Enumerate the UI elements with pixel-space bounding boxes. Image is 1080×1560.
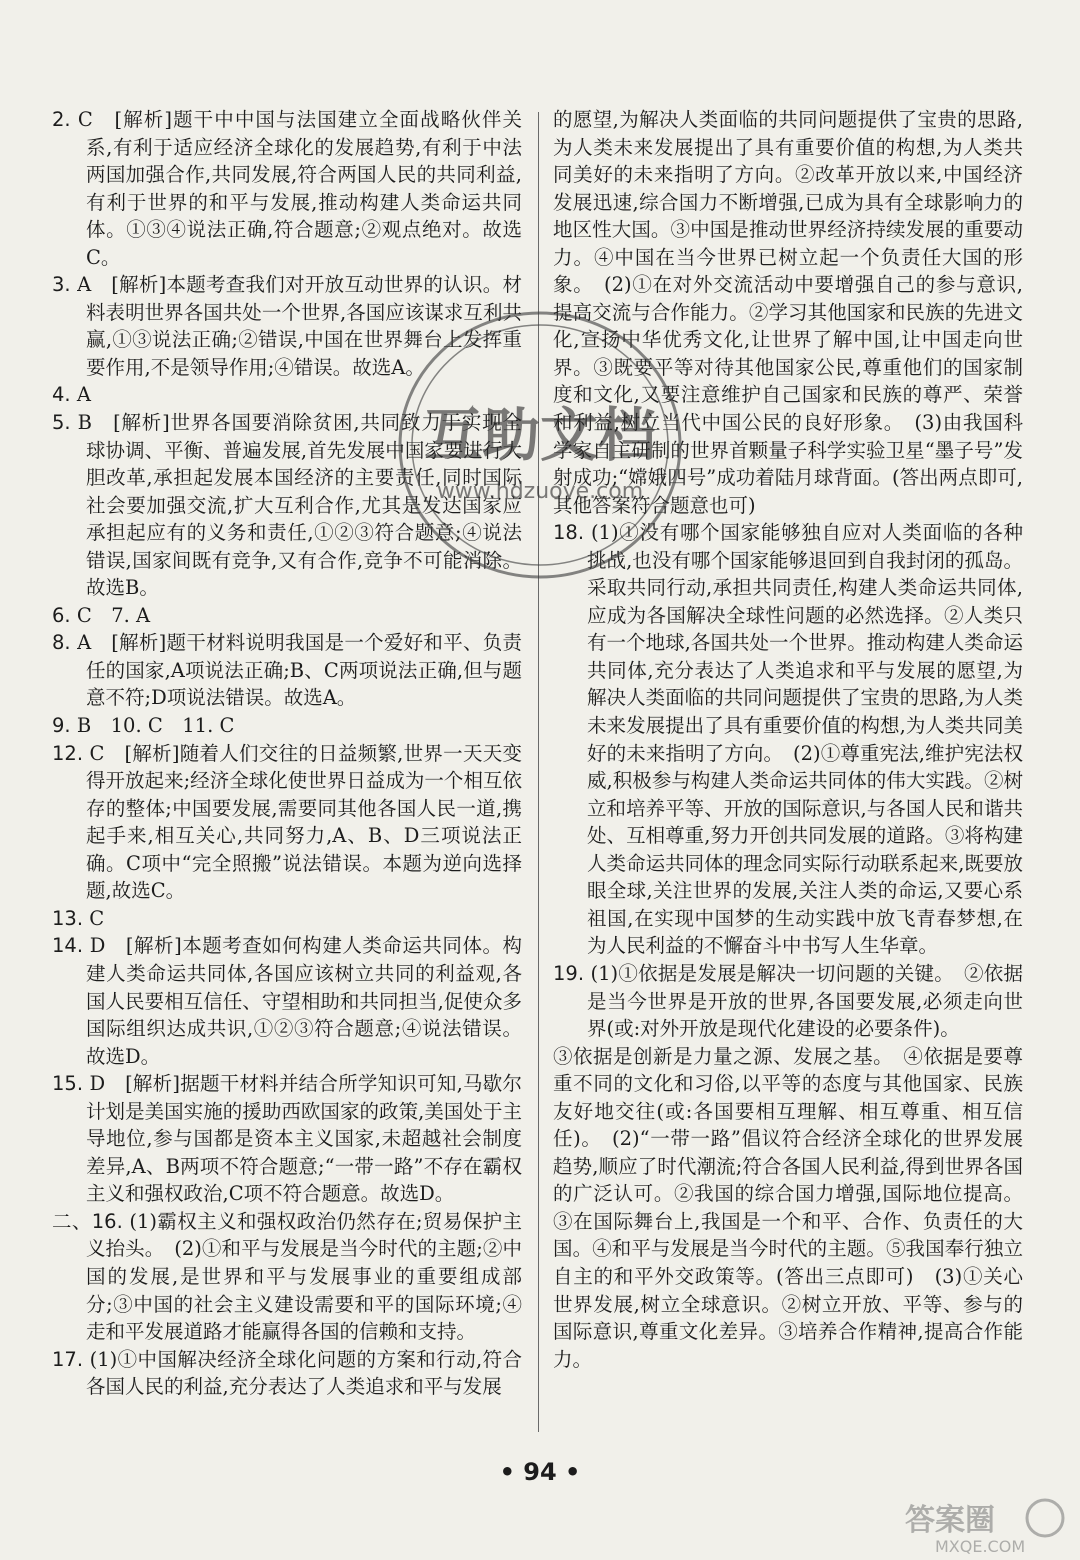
item-text: C 7. A — [76, 603, 151, 627]
item-number: 12. — [52, 741, 84, 765]
item-text: C [解析]随着人们交往的日益频繁,世界一天天变得开放起来;经济全球化使世界日益成为一个相互依存的整体;中国要发展,需要同其他各国人民一道,携起手来,相互关心,共同努力,A、B、D三项说法正确。C项中“完全照搬”说法错误。本题为逆向选择题,故选C。 — [86, 741, 522, 903]
right-column — [553, 106, 1023, 1373]
column-divider — [538, 112, 539, 1432]
item-number: 4. — [52, 383, 71, 407]
item-text: C [解析]题干中中国与法国建立全面战略伙伴关系,有利于适应经济全球化的发展趋势,有利于中法两国加强合作,共同发展,符合两国人民的共同利益,有利于世界的和平与发展,推动构建人类命运共同体。①③④说法正确,符合题意;②观点绝对。故选C。 — [77, 108, 522, 269]
item-text: B [解析]世界各国要消除贫困,共同致力于实现全球协调、平衡、普遍发展,首先发展中国家要进行大胆改革,承担起发展本国经济的主要责任,同时国际社会要加强交流,扩大互利合作,尤其是发达国家应承担起应有的义务和责任,①②③符合题意;④说法错误,国家间既有竞争,又有合作,竞争不可能消除。故选B。 — [77, 411, 522, 600]
answer-item — [52, 106, 522, 271]
item-text: (1)霸权主义和强权政治仍然存在;贸易保护主义抬头。 (2)①和平与发展是当今时代的主题;②中国的发展,是世界和平与发展事业的重要组成部分;③中国的社会主义建设需要和平的国际环境;④走和平发展道路才能赢得各国的信赖和支持。 — [86, 1209, 522, 1344]
item-number: 18. — [553, 521, 585, 545]
item-text: (1)①中国解决经济全球化问题的方案和行动,符合各国人民的利益,充分表达了人类追求和平与发展 — [86, 1347, 522, 1399]
item-number: 8. — [52, 631, 71, 655]
answer-item — [52, 1208, 522, 1346]
answer-item — [52, 629, 522, 712]
answer-item — [52, 602, 522, 630]
item-text: B 10. C 11. C — [76, 714, 235, 738]
item-text: (1)①依据是发展是解决一切问题的关键。 ②依据是当今世界是开放的世界,各国要发展,必须走向世界(或:对外开放是现代化建设的必要条件)。 — [587, 961, 1024, 1041]
item-number: 二、16. — [52, 1209, 123, 1233]
left-column — [52, 106, 522, 1401]
answer-item — [52, 1070, 522, 1208]
item-text: A [解析]题干材料说明我国是一个爱好和平、负责任的国家,A项说法正确;B、C两项说法正确,但与题意不符;D项说法错误。故选A。 — [77, 631, 522, 710]
item-number: 15. — [52, 1072, 84, 1096]
answer-item — [52, 271, 522, 381]
item-number: 17. — [52, 1347, 84, 1371]
item-number: 9. — [52, 714, 71, 738]
answer-continuation — [553, 106, 1023, 519]
watermark-url: www.hdzuoye.com — [436, 479, 644, 504]
corner-logo — [895, 1496, 1075, 1556]
item-text: A — [76, 383, 91, 407]
answer-continuation — [553, 1043, 1023, 1374]
item-text: D [解析]据题干材料并结合所学知识可知,马歇尔计划是美国实施的援助西欧国家的政策,美国处于主导地位,参与国都是资本主义国家,未超越社会制度差异,A、B两项不符合题意;“一带一路”不存在霸权主义和强权政治,C项不符合题意。故选D。 — [86, 1072, 522, 1206]
logo-url: MXQE.COM — [935, 1537, 1026, 1556]
answer-item — [52, 381, 522, 409]
answer-item — [52, 905, 522, 933]
item-number: 3. — [52, 273, 71, 297]
answer-item — [52, 409, 522, 602]
answer-item — [52, 740, 522, 905]
answer-item — [553, 960, 1023, 1043]
answer-item — [52, 712, 522, 740]
item-number: 13. — [52, 906, 84, 930]
item-number: 19. — [553, 961, 585, 985]
item-number: 2. — [52, 108, 71, 131]
item-number: 14. — [52, 934, 84, 958]
answer-item — [553, 519, 1023, 960]
item-text: 的愿望,为解决人类面临的共同问题提供了宝贵的思路,为人类未来发展提出了具有重要价值的构想,为人类共同美好的未来指明了方向。②改革开放以来,中国经济发展迅速,综合国力不断增强,已成为具有全球影响力的地区性大国。③中国是推动世界经济持续发展的重要动力。④中国在当今世界已树立起一个负责任大国的形象。 (2)①在对外交流活动中要增强自己的参与意识,提高交流与合作能力。②学习其他国家和民族的先进文化,宣扬中华优秀文化,让世界了解中国,让中国走向世界。③既要平等对待其他国家公民,尊重他们的国家制度和文化,又要注意维护自己国家和民族的尊严、荣誉和利益,树立当代中国公民的良好形象。 (3)由我国科学家自主研制的世界首颗量子科学实验卫星“墨子号”发射成功;“嫦娥四号”成功着陆月球背面。(答出两点即可,其他答案符合题意也可) — [553, 108, 1023, 517]
answer-item — [52, 1346, 522, 1401]
item-text: ③依据是创新是力量之源、发展之基。 ④依据是要尊重不同的文化和习俗,以平等的态度与其他国家、民族友好地交往(或:各国要相互理解、相互尊重、相互信任)。 (2)“一带一路”倡议符合经济全球化的世界发展趋势,顺应了时代潮流;符合各国人民利益,得到世界各国的广泛认可。②我国的综合国力增强,国际地位提高。③在国际舞台上,我国是一个和平、合作、负责任的大国。④和平与发展是当今时代的主题。⑤我国奉行独立自主的和平外交政策等。(答出三点即可) (3)①关心世界发展,树立全球意识。②树立开放、平等、参与的国际意识,尊重文化差异。③培养合作精神,提高合作能力。 — [553, 1044, 1023, 1371]
watermark-title: 互助文档 — [423, 401, 657, 469]
answer-item — [52, 932, 522, 1070]
item-text: D [解析]本题考查如何构建人类命运共同体。构建人类命运共同体,各国应该树立共同的利益观,各国人民要相互信任、守望相助和共同担当,促使众多国际组织达成共识,①②③符合题意;④说法错误。故选D。 — [86, 934, 522, 1068]
logo-text: 答案圈 — [905, 1503, 995, 1538]
page-number: • 94 • — [499, 1458, 581, 1486]
item-text: A [解析]本题考查我们对开放互动世界的认识。材料表明世界各国共处一个世界,各国应该谋求互利共赢,①③说法正确;②错误,中国在世界舞台上发挥重要作用,不是领导作用;④错误。故选A。 — [77, 273, 522, 379]
item-number: 5. — [52, 411, 71, 435]
item-text: C — [89, 906, 105, 930]
item-number: 6. — [52, 603, 71, 627]
item-text: (1)①没有哪个国家能够独自应对人类面临的各种挑战,也没有哪个国家能够退回到自我封闭的孤岛。采取共同行动,承担共同责任,构建人类命运共同体,应成为各国解决全球性问题的必然选择。②人类只有一个地球,各国共处一个世界。推动构建人类命运共同体,充分表达了人类追求和平与发展的愿望,为解决人类面临的共同问题提供了宝贵的思路,为人类未来发展提出了具有重要价值的构想,为人类共同美好的未来指明了方向。 (2)①尊重宪法,维护宪法权威,积极参与构建人类命运共同体的伟大实践。②树立和培养平等、开放的国际意识,与各国人民和谐共处、互相尊重,努力开创共同发展的道路。③将构建人类命运共同体的理念同实际行动联系起来,既要放眼全球,关注世界的发展,关注人类的命运,又要心系祖国,在实现中国梦的生动实践中放飞青春梦想,在为人民利益的不懈奋斗中书写人生华章。 — [587, 521, 1023, 958]
